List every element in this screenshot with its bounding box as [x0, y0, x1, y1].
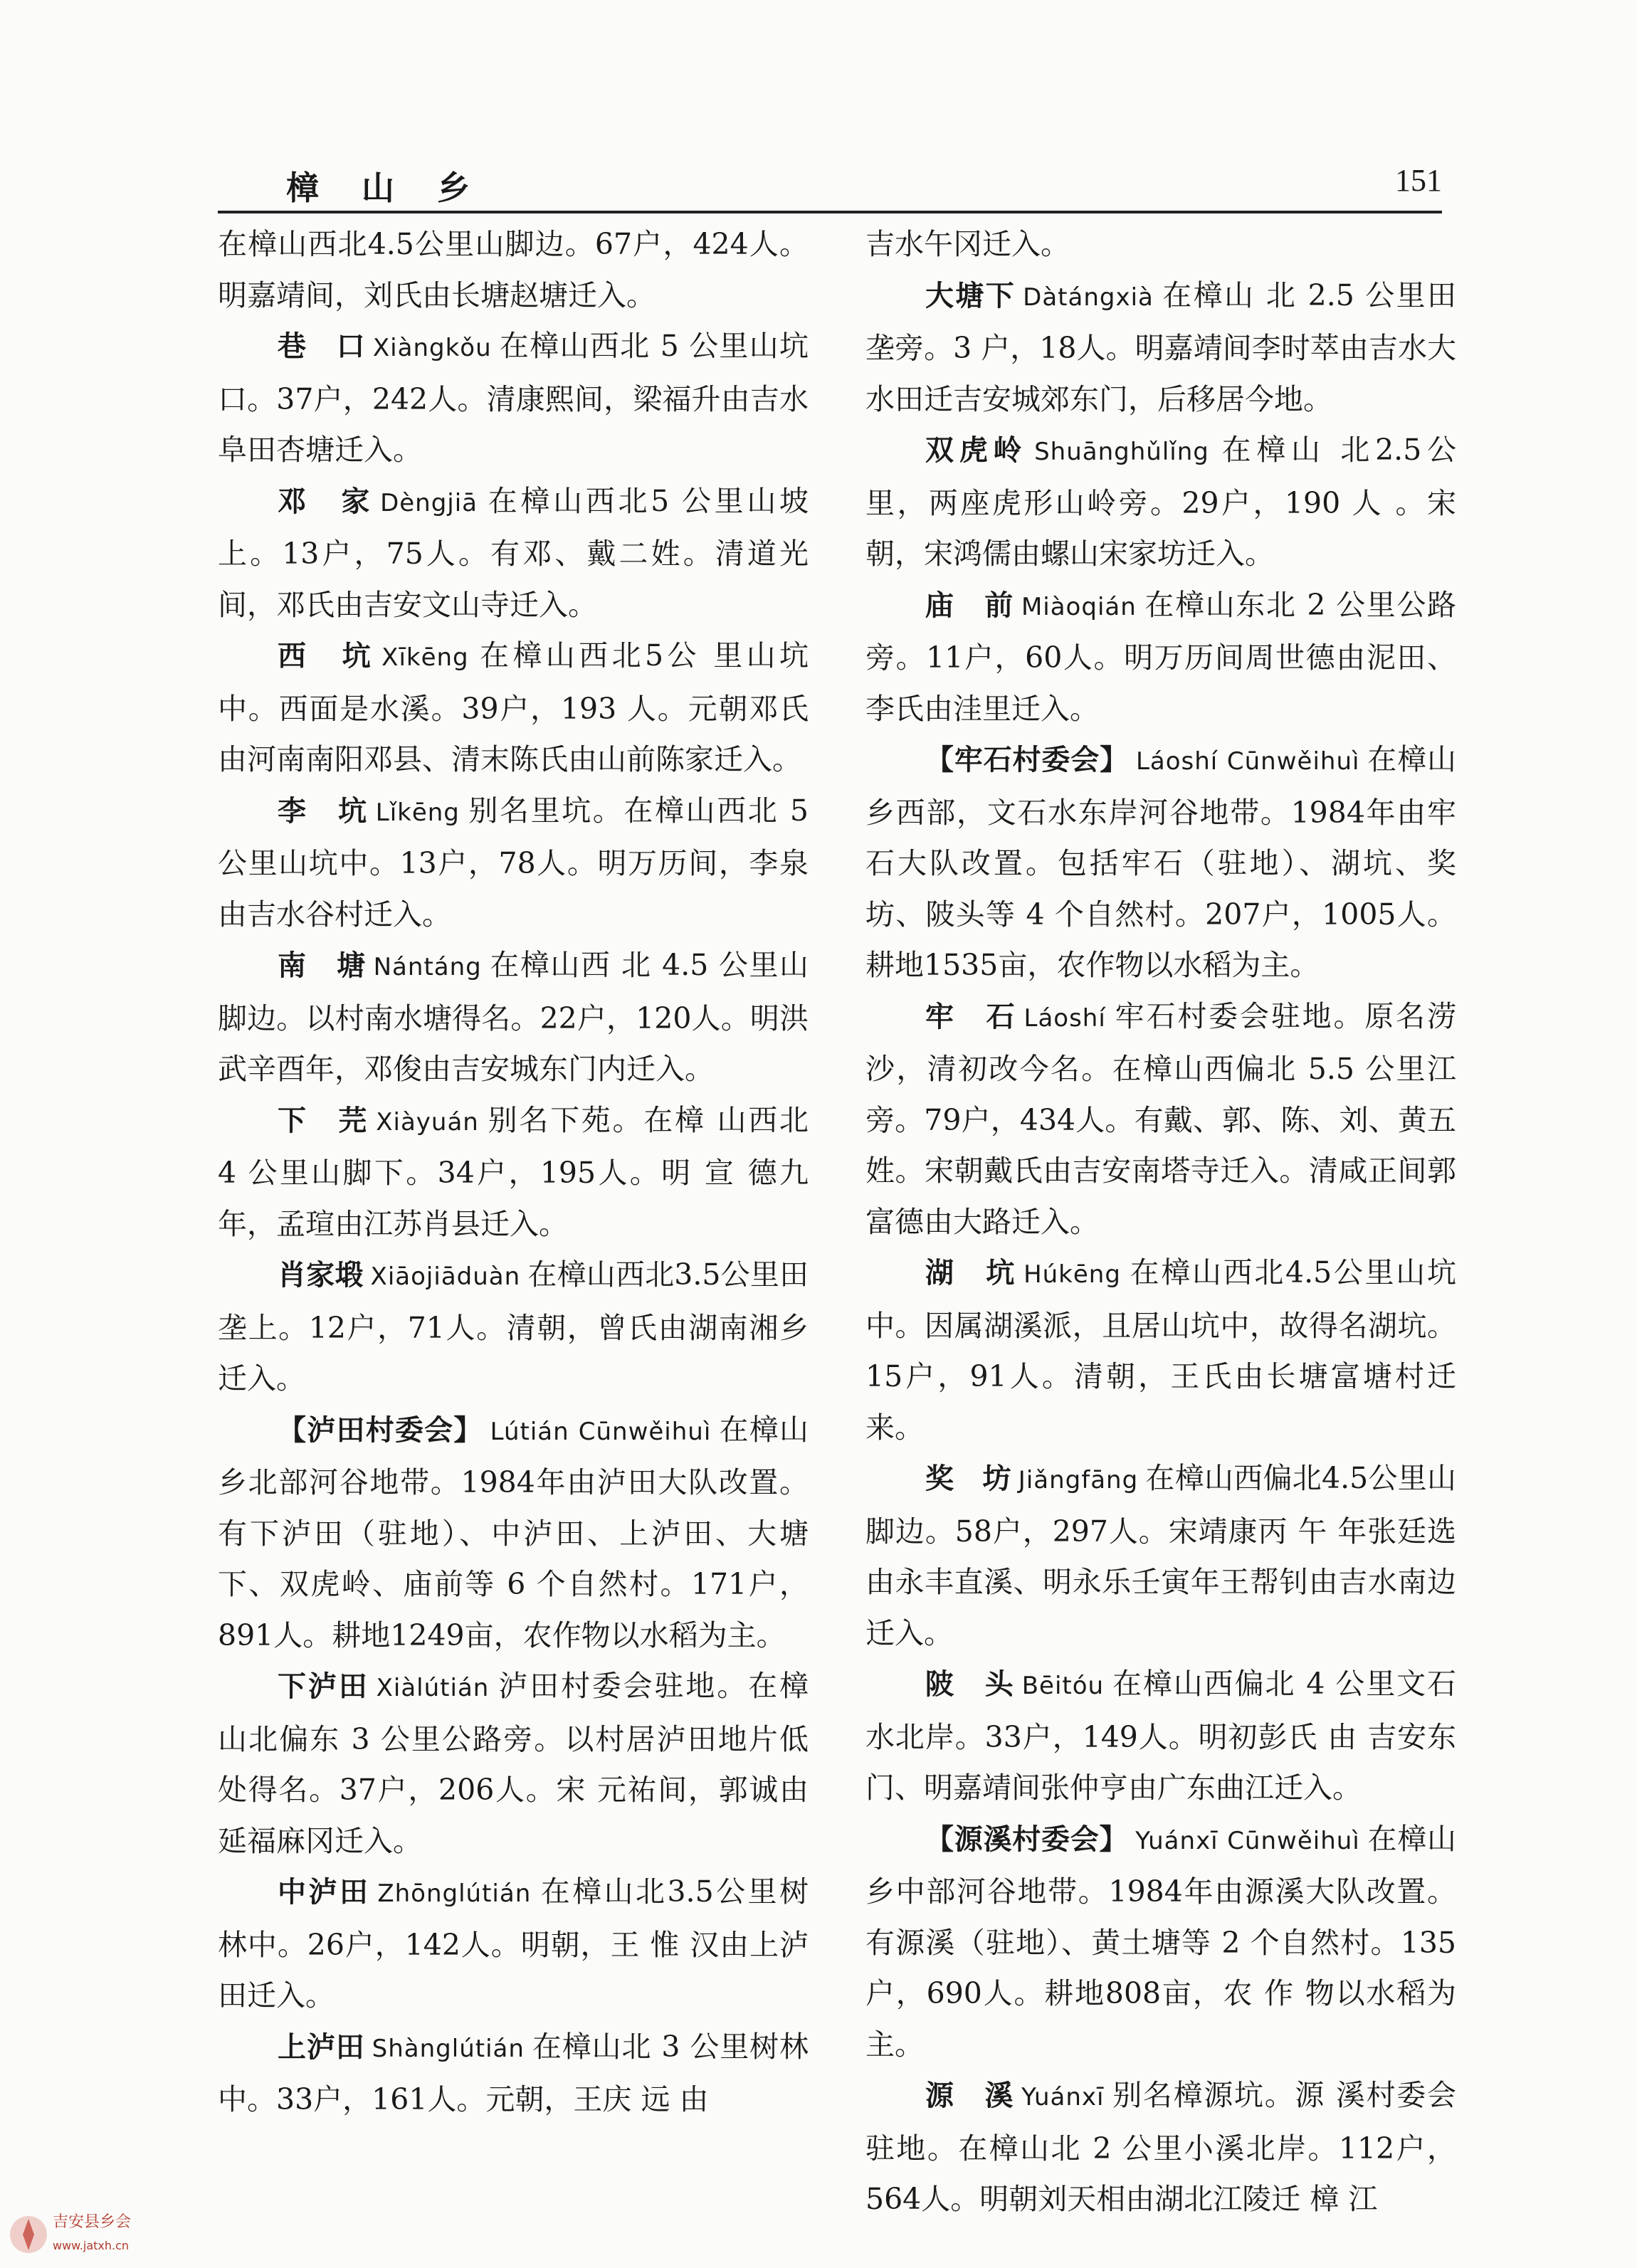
place-romanization: Xiàyuán [376, 1107, 479, 1136]
place-entry [865, 1453, 1456, 1659]
place-entry [218, 1405, 809, 1662]
place-entry [865, 425, 1456, 580]
header-title: 樟 山 乡 [286, 169, 486, 207]
place-entry [865, 270, 1456, 426]
place-description: 在樟山 北2.5公里，两座虎形山岭旁。29户，190 人 。宋朝，宋鸿儒由螺山宋家坊迁入。 [865, 433, 1456, 571]
place-name: 西 坑 [278, 640, 375, 673]
place-entry [218, 1867, 809, 2022]
place-romanization: Yuánxī [1021, 2083, 1105, 2111]
place-romanization: Yuánxī Cūnwěihuì [1135, 1826, 1360, 1855]
place-entry [218, 1250, 809, 1405]
place-romanization: Xīkēng [381, 643, 469, 672]
place-name: 陂 头 [925, 1668, 1015, 1701]
place-description: 在樟山乡西部，文石水东岸河谷地带。1984年由牢石大队改置。包括牢石（驻地）、湖坑、奖坊、陂头等 4 个自然村。207户，1005人。耕地1535亩，农作物以水稻为主。 [865, 742, 1457, 982]
place-description: 在樟山西北5公 里山坑中。西面是水溪。39户，193 人。元朝邓氏由河南南阳邓县、清末陈氏由山前陈家迁入。 [218, 638, 809, 776]
place-entry [865, 1659, 1456, 1814]
place-romanization: Húkēng [1023, 1260, 1121, 1289]
place-entry [218, 476, 809, 631]
place-name: 奖 坊 [925, 1462, 1011, 1495]
place-name: 邓 家 [278, 485, 374, 518]
place-romanization: Jiǎngfāng [1018, 1466, 1139, 1494]
place-name: 【泸田村委会】 [278, 1413, 483, 1447]
place-romanization: Bēitóu [1021, 1672, 1105, 1700]
place-entry [218, 219, 809, 321]
place-name: 源 溪 [925, 2079, 1015, 2112]
place-description: 在樟山北 3 公里树林中。33户，161人。元朝，王庆 远 由 [218, 2029, 809, 2116]
place-description: 牢石村委会驻地。原名涝沙，清初改今名。在樟山西偏北 5.5 公里江旁。79户，434人。有戴、郭、陈、刘、黄五姓。宋朝戴氏由吉安南塔寺迁入。清咸正间郭富德由大路迁入。 [865, 998, 1457, 1239]
page-number: 151 [1395, 163, 1442, 198]
place-entry [865, 219, 1456, 270]
place-romanization: Láoshí Cūnwěihuì [1135, 747, 1360, 776]
place-romanization: Láoshí [1023, 1003, 1106, 1033]
place-entry [218, 1095, 809, 1250]
place-description: 泸田村委会驻地。在樟山北偏东 3 公里公路旁。以村居泸田地片低处得名。37户，206人。宋 元祐间，郭诚由延福麻冈迁入。 [218, 1669, 809, 1858]
place-romanization: Shànglútián [372, 2034, 525, 2063]
place-romanization: Miàoqián [1021, 592, 1137, 621]
place-name: 巷 口 [278, 330, 366, 363]
place-romanization: Nántáng [373, 953, 482, 981]
place-description: 在樟山乡北部河谷地带。1984年由泸田大队改置。有下泸田（驻地）、中泸田、上泸田、大塘下、双虎岭、庙前等 6 个自然村。171户，891人。耕地1249亩，农作物以水稻为主。 [218, 1412, 809, 1652]
place-romanization: Lǐkēng [375, 798, 460, 827]
place-entry [865, 991, 1456, 1248]
place-romanization: Dèngjiā [380, 488, 478, 517]
place-entry [218, 1661, 809, 1867]
place-description: 别名下苑。在樟 山西北 4 公里山脚下。34户，195人。明 宣 德九年，孟瑄由江苏肖县迁入。 [218, 1102, 809, 1241]
place-name: 李 坑 [278, 794, 369, 828]
place-entry [218, 631, 809, 786]
place-entry [865, 580, 1456, 735]
place-name: 中泸田 [278, 1876, 371, 1909]
place-description: 在樟山东北 2 公里公路旁。11户，60人。明万历间周世德由泥田、李氏由洼里迁入。 [865, 587, 1457, 726]
left-column [218, 219, 809, 2126]
place-description: 在樟山西北 5 公里山坑口。37户，242人。清康熙间，梁福升由吉水阜田杏塘迁入。 [218, 329, 809, 467]
place-name: 庙 前 [925, 589, 1014, 622]
place-entry [865, 1814, 1456, 2071]
place-description: 别名樟源坑。源 溪村委会驻地。在樟山北 2 公里小溪北岸。112户，564人。明朝刘天相由湖北江陵迁 樟 江 [865, 2078, 1456, 2216]
place-description: 在樟山西北5 公里山坡上。13户，75人。有邓、戴二姓。清道光间，邓氏由吉安文山寺迁入。 [218, 483, 809, 622]
place-description: 在樟山西 北 4.5 公里山脚边。以村南水塘得名。22户，120人。明洪武辛酉年，邓俊由吉安城东门内迁入。 [218, 948, 809, 1086]
place-entry [865, 1248, 1456, 1453]
place-romanization: Dàtángxià [1023, 283, 1154, 312]
place-description: 在樟山 北 2.5 公里田垄旁。3 户，18人。明嘉靖间李时萃由吉水大水田迁吉安城郊东门，后移居今地。 [865, 278, 1456, 416]
place-description: 在樟山北3.5公里树林中。26户，142人。明朝，王 惟 汉由上泸田迁入。 [218, 1874, 809, 2013]
place-name: 上泸田 [278, 2030, 365, 2064]
header-rule [218, 211, 1442, 213]
place-entry [218, 940, 809, 1095]
place-name: 南 塘 [278, 949, 367, 982]
watermark-logo-icon [7, 2213, 50, 2256]
place-romanization: Lútián Cūnwěihuì [490, 1417, 712, 1446]
place-description: 别名里坑。在樟山西北 5 公里山坑中。13户，78人。明万历间，李泉由吉水谷村迁入。 [218, 793, 809, 932]
place-romanization: Xiàngkǒu [372, 334, 492, 362]
place-description: 在樟山乡中部河谷地带。1984年由源溪大队改置。有源溪（驻地）、黄土塘等 2 个自然村。135户，690人。耕地808亩，农 作 物以水稻为主。 [865, 1821, 1457, 2062]
place-entry [218, 321, 809, 476]
place-entry [865, 734, 1456, 991]
place-romanization: Xiāojiāduàn [370, 1262, 521, 1291]
place-name: 【牢石村委会】 [925, 744, 1129, 776]
place-name: 双虎岭 [925, 434, 1028, 467]
place-description: 在樟山西北3.5公里田垄上。12户，71人。清朝，曾氏由湖南湘乡迁入。 [218, 1257, 809, 1396]
watermark [7, 2208, 178, 2264]
place-description: 在樟山西北4.5公里山坑中。因属湖溪派，且居山坑中，故得名湖坑。15户，91人。清朝，王氏由长塘富塘村迁来。 [865, 1255, 1456, 1445]
place-entry [218, 2022, 809, 2126]
right-column [865, 219, 1456, 2225]
place-description: 在樟山西偏北 4 公里文石水北岸。33户，149人。明初彭氏 由 吉安东门、明嘉靖间张仲亨由广东曲江迁入。 [865, 1667, 1457, 1805]
watermark-url: www.jatxh.cn [53, 2239, 130, 2252]
page-header [218, 152, 1442, 213]
place-entry [865, 2070, 1456, 2225]
place-romanization: Zhōnglútián [377, 1879, 532, 1908]
place-description: 在樟山西北4.5公里山脚边。67户，424人。明嘉靖间，刘氏由长塘赵塘迁入。 [218, 227, 809, 312]
place-name: 下泸田 [278, 1670, 369, 1703]
place-description: 在樟山西偏北4.5公里山脚边。58户，297人。宋靖康丙 午 年张廷选由永丰直溪、明永乐壬寅年王帮钊由吉水南边迁入。 [865, 1461, 1457, 1650]
watermark-text: 吉安县乡会 [53, 2213, 132, 2231]
place-name: 下 芫 [278, 1104, 369, 1137]
place-romanization: Xiàlútián [376, 1674, 490, 1702]
place-description: 吉水午冈迁入。 [865, 227, 1070, 261]
place-name: 牢 石 [925, 1000, 1017, 1033]
place-entry [218, 786, 809, 941]
place-name: 肖家塅 [278, 1259, 364, 1292]
place-name: 大塘下 [925, 279, 1016, 312]
place-name: 【源溪村委会】 [925, 1823, 1129, 1856]
place-name: 湖 坑 [925, 1257, 1017, 1289]
place-romanization: Shuānghǔlǐng [1034, 438, 1209, 466]
